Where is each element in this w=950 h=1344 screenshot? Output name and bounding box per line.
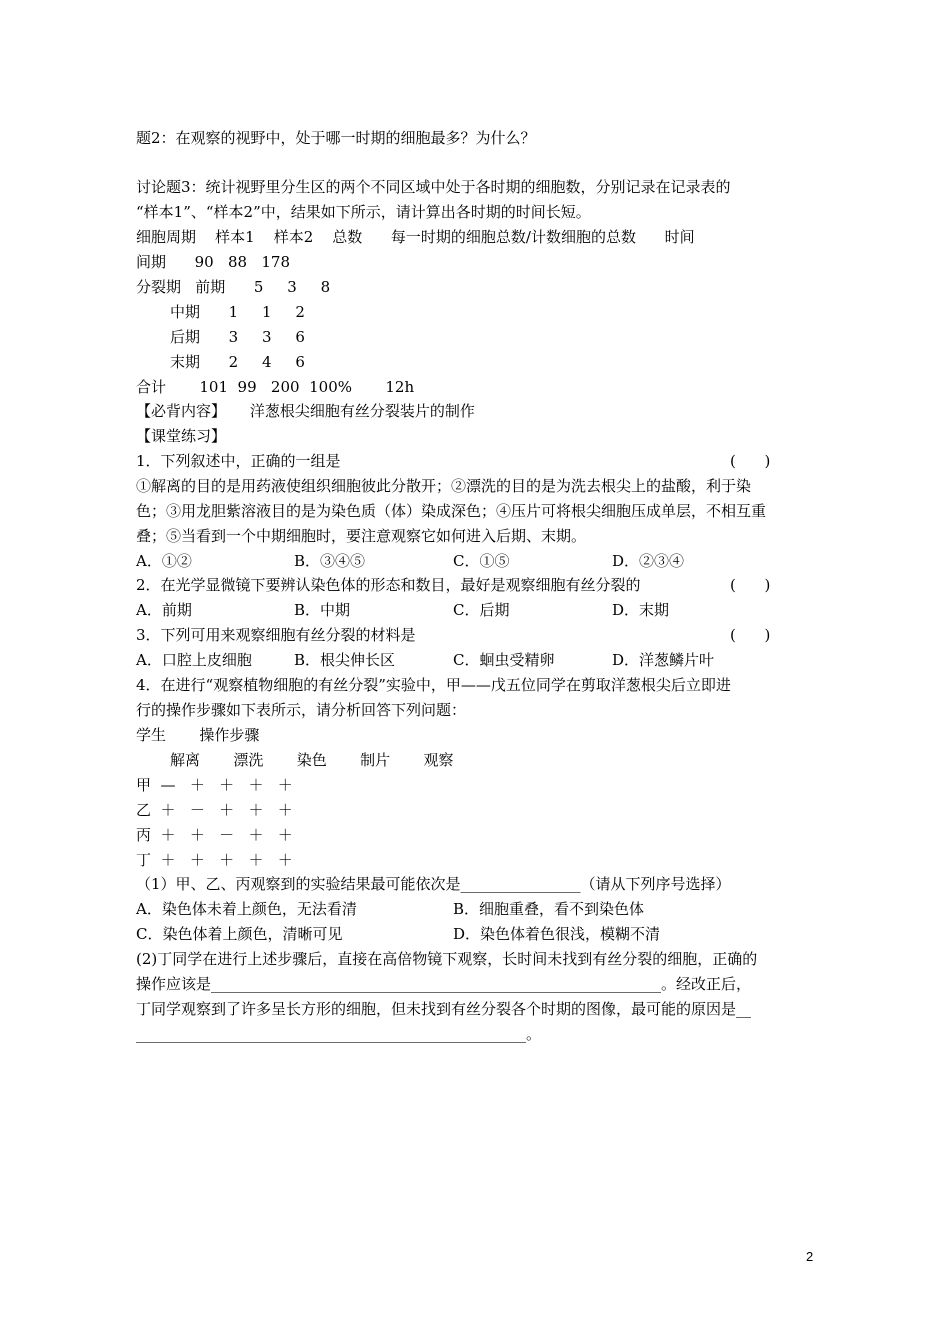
discussion-q3-line2: “样本1”、“样本2”中，结果如下所示，请计算出各时期的时间长短。 xyxy=(136,203,591,221)
question-1-option-c: C．①⑤ xyxy=(453,552,510,570)
cell-table-row-metaphase: 中期 1 1 2 xyxy=(170,303,305,321)
cell-table-row-total: 合计 101 99 200 100% 12h xyxy=(136,378,415,396)
question-1-option-a: A．①② xyxy=(136,552,192,570)
question-2-option-b: B．中期 xyxy=(294,601,351,619)
question-1-answer-bracket: ( ) xyxy=(730,452,771,470)
question-4-sub2-line4: ____________________________________________________。 xyxy=(136,1025,542,1043)
question-3-answer-bracket: ( ) xyxy=(730,626,771,644)
cell-table-header: 细胞周期 样本1 样本2 总数 每一时期的细胞总数/计数细胞的总数 时间 xyxy=(136,228,695,246)
question-4-sub1: （1）甲、乙、丙观察到的实验结果最可能依次是________________（请从下列序号选择） xyxy=(136,875,731,893)
question-1-option-b: B．③④⑤ xyxy=(294,552,366,570)
question-3: 3．下列可用来观察细胞有丝分裂的材料是 xyxy=(136,626,416,644)
page-number: 2 xyxy=(806,1249,814,1264)
question-2-option-c: C．后期 xyxy=(453,601,510,619)
steps-table-row: 乙 ＋ － ＋ ＋ ＋ xyxy=(136,801,293,819)
question-4-sub2-line3: 丁同学观察到了许多呈长方形的细胞，但未找到有丝分裂各个时期的图像，最可能的原因是__ xyxy=(136,1000,752,1018)
steps-table-header1: 学生 操作步骤 xyxy=(136,726,260,744)
discussion-q3-line1: 讨论题3：统计视野里分生区的两个不同区域中处于各时期的细胞数，分别记录在记录表的 xyxy=(136,178,731,196)
steps-table-row: 丁 ＋ ＋ ＋ ＋ ＋ xyxy=(136,851,293,869)
question-4-option-d: D．染色体着色很浅，模糊不清 xyxy=(453,925,661,943)
question-1-text-line1: ①解离的目的是用药液使组织细胞彼此分散开；②漂洗的目的是为洗去根尖上的盐酸，利于染 xyxy=(136,477,752,495)
cell-table-row-interphase: 间期 90 88 178 xyxy=(136,253,291,271)
steps-table-header2: 解离 漂洗 染色 制片 观察 xyxy=(170,751,454,769)
question-2-option-d: D．末期 xyxy=(612,601,670,619)
question-2: 2．在光学显微镜下要辨认染色体的形态和数目，最好是观察细胞有丝分裂的 xyxy=(136,576,641,594)
question-2-option-a: A．前期 xyxy=(136,601,192,619)
steps-table-row: 丙 ＋ ＋ － ＋ ＋ xyxy=(136,826,293,844)
cell-table-row-anaphase: 后期 3 3 6 xyxy=(170,328,305,346)
steps-table-row: 甲 — ＋ ＋ ＋ ＋ xyxy=(136,776,293,794)
question-3-option-b: B．根尖伸长区 xyxy=(294,651,396,669)
cell-table-row-prophase: 分裂期 前期 5 3 8 xyxy=(136,278,331,296)
question-1-text-line2: 色；③用龙胆紫溶液目的是为染色质（体）染成深色；④压片可将根尖细胞压成单层，不相互重 xyxy=(136,502,767,520)
question-3-option-c: C．蛔虫受精卵 xyxy=(453,651,555,669)
question-4-line2: 行的操作步骤如下表所示，请分析回答下列问题： xyxy=(136,701,467,719)
question-4-sub2-line2: 操作应该是____________________________________________________________。经改正后， xyxy=(136,975,752,993)
question-4-sub2-line1: (2)丁同学在进行上述步骤后，直接在高倍物镜下观察，长时间未找到有丝分裂的细胞，正确的 xyxy=(136,950,758,968)
question-3-option-a: A．口腔上皮细胞 xyxy=(136,651,252,669)
question-4-option-c: C．染色体着上颜色，清晰可见 xyxy=(136,925,343,943)
question-4-line1: 4．在进行“观察植物细胞的有丝分裂”实验中，甲——戊五位同学在剪取洋葱根尖后立即进 xyxy=(136,676,731,694)
question-3-option-d: D．洋葱鳞片叶 xyxy=(612,651,715,669)
cell-table-row-telophase: 末期 2 4 6 xyxy=(170,353,305,371)
question-1-option-d: D．②③④ xyxy=(612,552,685,570)
discussion-q2: 题2：在观察的视野中，处于哪一时期的细胞最多？为什么？ xyxy=(136,129,536,147)
question-4-option-a: A．染色体未着上颜色，无法看清 xyxy=(136,900,357,918)
question-4-option-b: B．细胞重叠，看不到染色体 xyxy=(453,900,645,918)
question-1: 1．下列叙述中，正确的一组是 xyxy=(136,452,341,470)
question-1-text-line3: 叠；⑤当看到一个中期细胞时，要注意观察它如何进入后期、末期。 xyxy=(136,527,587,545)
must-recite-heading: 【必背内容】 洋葱根尖细胞有丝分裂装片的制作 xyxy=(136,402,475,420)
class-practice-heading: 【课堂练习】 xyxy=(136,427,227,445)
question-2-answer-bracket: ( ) xyxy=(730,576,771,594)
